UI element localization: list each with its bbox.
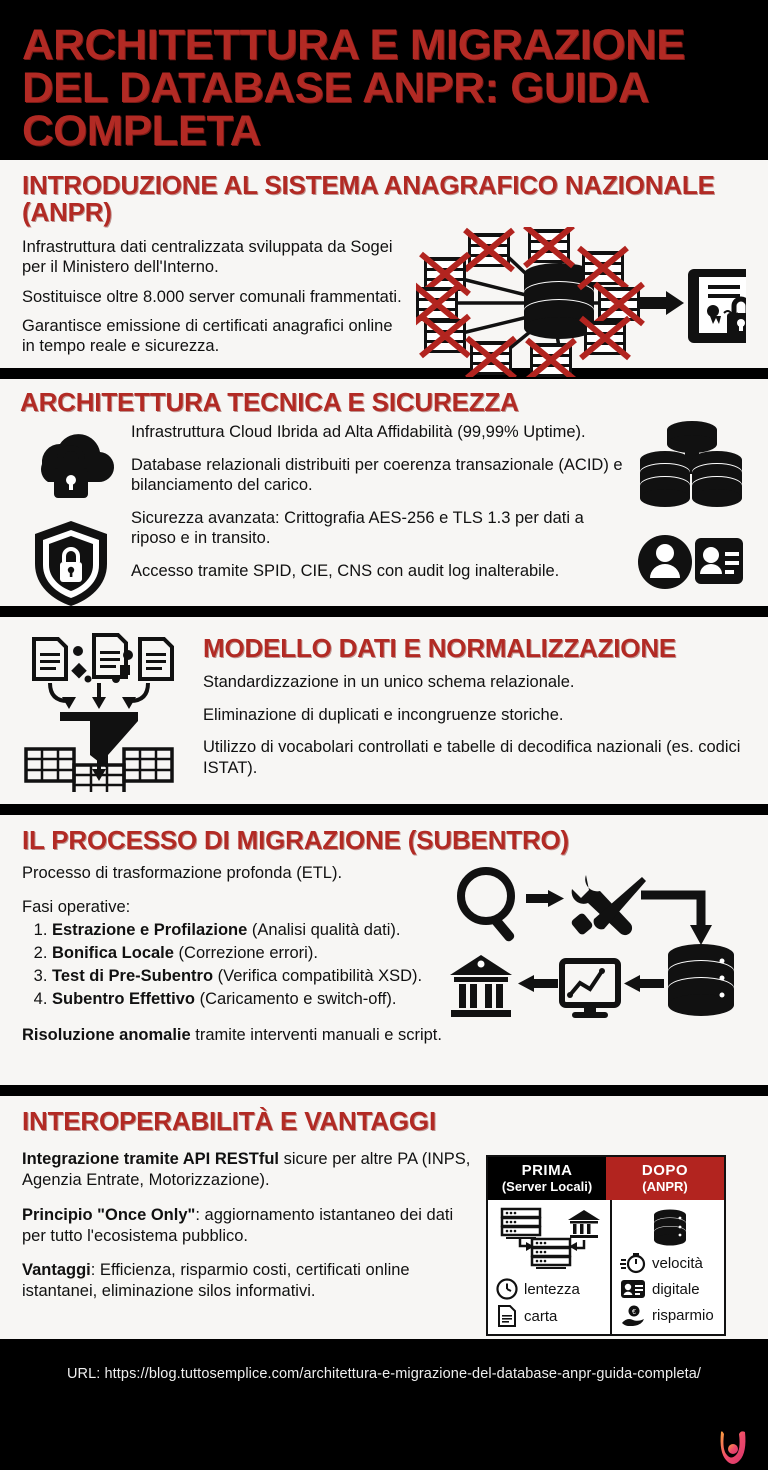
section-divider <box>0 1339 768 1350</box>
clock-icon <box>496 1278 518 1300</box>
cloud-lock-icon <box>41 434 114 498</box>
section-5-paragraph-1 <box>22 1149 472 1191</box>
step-1-bold: Estrazione e Profilazione <box>52 921 248 940</box>
page-title: ARCHITETTURA E MIGRAZIONE DEL DATABASE ANPR: GUIDA COMPLETA <box>22 21 685 155</box>
comparison-cell-before <box>488 1200 612 1334</box>
brand-logo-icon <box>716 1428 750 1468</box>
comparison-cell-after <box>612 1200 724 1334</box>
before-label-carta: carta <box>524 1307 558 1325</box>
magnifier-icon <box>461 871 511 921</box>
section-introduzione <box>0 160 768 368</box>
section-divider <box>0 804 768 815</box>
section-architettura-tecnica <box>0 379 768 606</box>
section-2-left-icons <box>20 416 125 606</box>
arrow-right-icon <box>638 291 684 315</box>
section-2-paragraph-4: Accesso tramite SPID, CIE, CNS con audit log inalterabile. <box>131 561 560 580</box>
after-item-digitale <box>620 1278 720 1300</box>
step-item-4 <box>52 988 446 1011</box>
svg-text:€: € <box>632 1309 636 1317</box>
user-id-card-icon <box>638 535 743 589</box>
para-3-rest: : Efficienza, risparmio costi, certificati online istantanei, eliminazione silos informativi. <box>22 1261 410 1301</box>
after-label-digitale: digitale <box>652 1280 700 1298</box>
section-divider <box>0 606 768 617</box>
para-2-bold: Principio "Once Only" <box>22 1205 196 1224</box>
footnote-bold: Risoluzione anomalie <box>22 1026 191 1045</box>
section-3-illustration <box>16 627 191 794</box>
step-3-bold: Test di Pre-Subentro <box>52 966 214 985</box>
section-4-list-label: Fasi operative: <box>22 897 131 916</box>
section-4-footnote <box>22 1025 446 1045</box>
step-2-rest: (Correzione errori). <box>173 943 318 962</box>
comparison-column-prima <box>488 1157 606 1200</box>
centralized-database-diagram-icon <box>416 227 746 377</box>
source-url[interactable]: URL: https://blog.tuttosemplice.com/architettura-e-migrazione-del-database-anpr-guida-completa/ <box>66 1366 702 1382</box>
section-4-intro: Processo di trasformazione profonda (ETL). <box>22 864 343 883</box>
section-4-illustration <box>446 863 746 1045</box>
step-1-rest: (Analisi qualità dati). <box>247 921 401 940</box>
arrow-down-right-icon <box>641 895 701 927</box>
footer <box>0 1350 768 1470</box>
dopo-subtitle: (ANPR) <box>642 1179 688 1195</box>
monitor-chart-icon <box>562 961 618 1018</box>
section-heading-5: INTEROPERABILITÀ E VANTAGGI <box>22 1106 436 1136</box>
arrow-right-icon <box>526 890 564 907</box>
step-2-bold: Bonifica Locale <box>52 943 174 962</box>
comparison-table-body <box>488 1200 724 1334</box>
arrow-left-icon-1 <box>624 975 664 992</box>
database-cylinder-icon <box>668 944 734 1016</box>
database-cylinder-icon <box>647 1208 693 1248</box>
before-item-carta <box>496 1304 606 1328</box>
after-label-risparmio: risparmio <box>652 1306 714 1324</box>
dopo-title: DOPO <box>641 1162 689 1180</box>
section-heading-1: INTRODUZIONE AL SISTEMA ANAGRAFICO NAZIONALE (ANPR) <box>22 170 715 228</box>
section-5-text <box>22 1149 472 1336</box>
section-2-paragraph-3: Sicurezza avanzata: Crittografia AES-256 e TLS 1.3 per dati a riposo e in transito. <box>131 508 584 548</box>
tools-icon <box>570 875 646 936</box>
section-2-paragraph-1: Infrastruttura Cloud Ibrida ad Alta Affidabilità (99,99% Uptime). <box>131 423 586 442</box>
shield-lock-icon <box>35 521 107 606</box>
section-1-paragraph-3: Garantisce emissione di certificati anagrafici online in tempo reale e sicurezza. <box>22 316 393 356</box>
section-1-paragraph-2: Sostituisce oltre 8.000 server comunali frammentati. <box>22 287 402 306</box>
migration-flow-diagram-icon <box>446 863 746 1038</box>
footnote-rest: tramite interventi manuali e script. <box>190 1026 442 1045</box>
after-label-velocita: velocità <box>652 1254 703 1272</box>
before-item-lentezza <box>496 1278 606 1300</box>
section-1-text <box>22 227 408 377</box>
local-servers-bank-diagram-icon <box>496 1206 606 1274</box>
step-3-rest: (Verifica compatibilità XSD). <box>213 966 423 985</box>
step-item-1 <box>52 919 446 942</box>
step-4-rest: (Caricamento e switch-off). <box>195 989 397 1008</box>
database-stack-icon <box>640 421 742 507</box>
section-heading-4: IL PROCESSO DI MIGRAZIONE (SUBENTRO) <box>22 825 570 855</box>
paper-document-icon <box>496 1304 518 1328</box>
step-item-3 <box>52 965 446 988</box>
step-item-2 <box>52 942 446 965</box>
section-interoperabilita <box>0 1096 768 1339</box>
section-modello-dati <box>0 617 768 804</box>
section-2-paragraph-2: Database relazionali distribuiti per coerenza transazionale (ACID) e bilanciamento del carico. <box>131 455 623 495</box>
section-3-paragraph-3: Utilizzo di vocabolari controllati e tabelle di decodifica nazionali (es. codici ISTAT). <box>203 738 741 777</box>
title-banner <box>0 0 768 160</box>
bank-icon <box>450 955 512 1017</box>
comparison-column-dopo <box>606 1157 724 1200</box>
section-4-text <box>22 863 446 1045</box>
section-heading-3: MODELLO DATI E NORMALIZZAZIONE <box>203 633 677 663</box>
certificate-lock-icon <box>688 269 746 343</box>
after-item-risparmio <box>620 1304 720 1326</box>
section-2-right-icons <box>637 416 748 606</box>
comparison-table-wrapper <box>486 1149 746 1336</box>
section-3-paragraph-2: Eliminazione di duplicati e incongruenze storiche. <box>203 705 564 724</box>
para-3-bold: Vantaggi <box>22 1261 91 1280</box>
step-4-bold: Subentro Effettivo <box>52 989 195 1008</box>
stopwatch-icon <box>620 1252 646 1274</box>
para-2-rest: : aggiornamento istantaneo dei dati per tutto l'ecosistema pubblico. <box>22 1205 454 1245</box>
section-5-paragraph-2 <box>22 1205 472 1247</box>
section-3-text <box>203 627 748 794</box>
id-card-icon <box>620 1278 646 1300</box>
before-label-lentezza: lentezza <box>524 1280 580 1298</box>
after-item-velocita <box>620 1252 720 1274</box>
comparison-table-header <box>488 1157 724 1200</box>
comparison-table <box>486 1155 726 1336</box>
section-heading-2: ARCHITETTURA TECNICA E SICUREZZA <box>20 387 519 417</box>
section-4-steps-list <box>52 919 446 1010</box>
funnel-documents-tables-icon <box>16 627 181 792</box>
section-3-paragraph-1: Standardizzazione in un unico schema relazionale. <box>203 673 575 692</box>
section-1-paragraph-1: Infrastruttura dati centralizzata sviluppata da Sogei per il Ministero dell'Interno. <box>22 237 393 277</box>
prima-title: PRIMA <box>521 1162 573 1180</box>
section-2-text <box>131 416 631 593</box>
hand-coin-icon <box>620 1304 646 1326</box>
arrow-left-icon-2 <box>518 975 558 992</box>
section-5-paragraph-3 <box>22 1260 472 1302</box>
section-1-illustration <box>416 227 746 377</box>
para-1-bold: Integrazione tramite API RESTful <box>22 1150 280 1169</box>
section-divider <box>0 1085 768 1096</box>
section-processo-migrazione <box>0 815 768 1085</box>
para-1-rest: sicure per altre PA (INPS, Agenzia Entrate, Motorizzazione). <box>22 1150 471 1190</box>
prima-subtitle: (Server Locali) <box>501 1179 593 1195</box>
